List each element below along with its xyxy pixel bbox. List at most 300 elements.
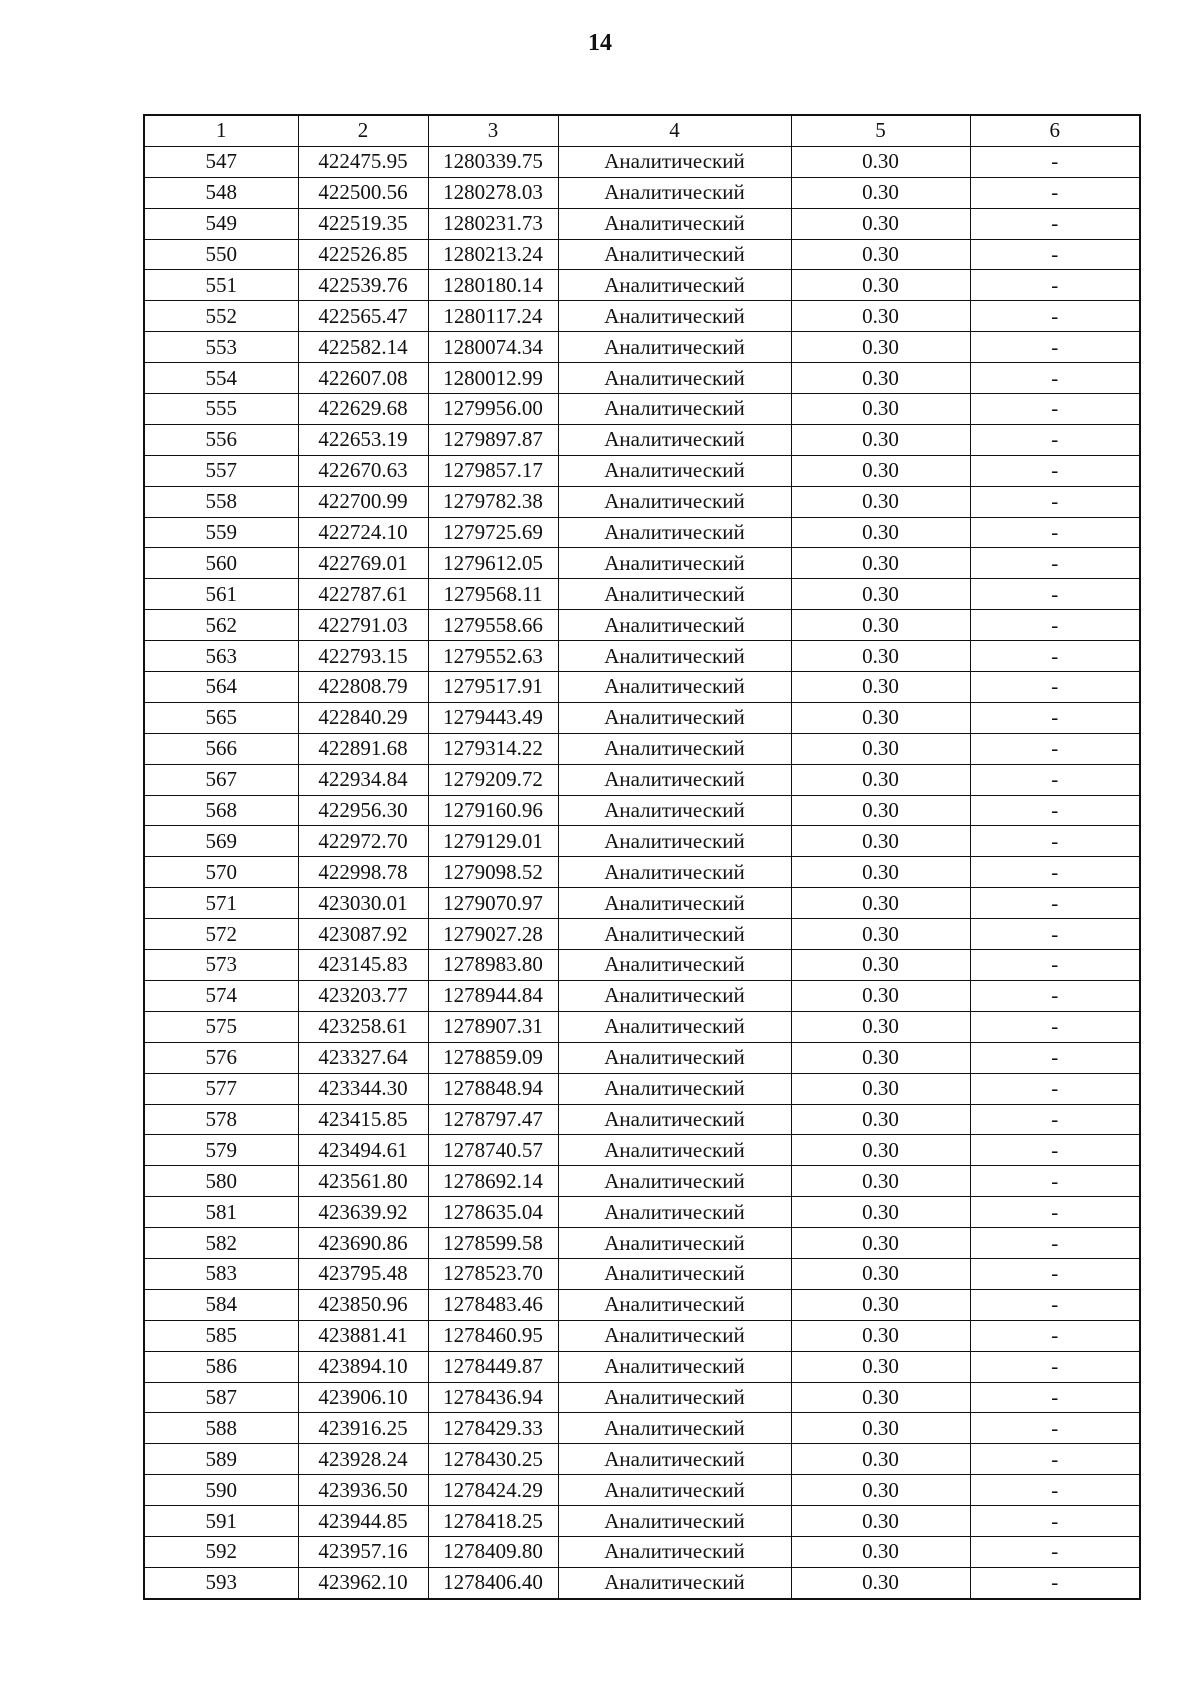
accuracy-cell: 0.30 <box>791 1258 970 1289</box>
table-row <box>144 1135 1140 1166</box>
x-coordinate-cell: 423145.83 <box>298 950 428 981</box>
accuracy-cell: 0.30 <box>791 857 970 888</box>
method-cell: Аналитический <box>558 795 791 826</box>
accuracy-cell: 0.30 <box>791 1536 970 1567</box>
y-coordinate-cell: 1279443.49 <box>428 702 558 733</box>
method-cell: Аналитический <box>558 548 791 579</box>
note-cell: - <box>970 548 1140 579</box>
note-cell: - <box>970 950 1140 981</box>
x-coordinate-cell: 422565.47 <box>298 301 428 332</box>
method-cell: Аналитический <box>558 1228 791 1259</box>
y-coordinate-cell: 1278409.80 <box>428 1536 558 1567</box>
method-cell: Аналитический <box>558 1011 791 1042</box>
y-coordinate-cell: 1279314.22 <box>428 733 558 764</box>
method-cell: Аналитический <box>558 1166 791 1197</box>
point-number-cell: 556 <box>144 424 298 455</box>
point-number-cell: 547 <box>144 146 298 177</box>
table-row <box>144 919 1140 950</box>
method-cell: Аналитический <box>558 208 791 239</box>
method-cell: Аналитический <box>558 486 791 517</box>
accuracy-cell: 0.30 <box>791 1104 970 1135</box>
point-number-cell: 562 <box>144 610 298 641</box>
accuracy-cell: 0.30 <box>791 980 970 1011</box>
note-cell: - <box>970 270 1140 301</box>
method-cell: Аналитический <box>558 177 791 208</box>
y-coordinate-cell: 1279956.00 <box>428 394 558 425</box>
method-cell: Аналитический <box>558 1042 791 1073</box>
note-cell: - <box>970 1567 1140 1598</box>
y-coordinate-cell: 1279552.63 <box>428 641 558 672</box>
x-coordinate-cell: 423894.10 <box>298 1351 428 1382</box>
accuracy-cell: 0.30 <box>791 641 970 672</box>
method-cell: Аналитический <box>558 1536 791 1567</box>
note-cell: - <box>970 1104 1140 1135</box>
accuracy-cell: 0.30 <box>791 239 970 270</box>
table-row <box>144 1351 1140 1382</box>
table-row <box>144 1104 1140 1135</box>
x-coordinate-cell: 423030.01 <box>298 888 428 919</box>
point-number-cell: 548 <box>144 177 298 208</box>
method-cell: Аналитический <box>558 270 791 301</box>
y-coordinate-cell: 1280339.75 <box>428 146 558 177</box>
accuracy-cell: 0.30 <box>791 579 970 610</box>
note-cell: - <box>970 517 1140 548</box>
point-number-cell: 555 <box>144 394 298 425</box>
method-cell: Аналитический <box>558 394 791 425</box>
column-header-2: 2 <box>298 115 428 146</box>
point-number-cell: 554 <box>144 363 298 394</box>
table-row <box>144 579 1140 610</box>
accuracy-cell: 0.30 <box>791 1382 970 1413</box>
note-cell: - <box>970 641 1140 672</box>
note-cell: - <box>970 857 1140 888</box>
x-coordinate-cell: 422769.01 <box>298 548 428 579</box>
y-coordinate-cell: 1278418.25 <box>428 1506 558 1537</box>
table-row <box>144 702 1140 733</box>
point-number-cell: 574 <box>144 980 298 1011</box>
x-coordinate-cell: 422808.79 <box>298 672 428 703</box>
x-coordinate-cell: 423494.61 <box>298 1135 428 1166</box>
note-cell: - <box>970 672 1140 703</box>
method-cell: Аналитический <box>558 764 791 795</box>
note-cell: - <box>970 208 1140 239</box>
x-coordinate-cell: 422791.03 <box>298 610 428 641</box>
accuracy-cell: 0.30 <box>791 332 970 363</box>
method-cell: Аналитический <box>558 1197 791 1228</box>
note-cell: - <box>970 919 1140 950</box>
x-coordinate-cell: 423944.85 <box>298 1506 428 1537</box>
x-coordinate-cell: 423415.85 <box>298 1104 428 1135</box>
method-cell: Аналитический <box>558 1444 791 1475</box>
x-coordinate-cell: 422607.08 <box>298 363 428 394</box>
note-cell: - <box>970 1351 1140 1382</box>
y-coordinate-cell: 1280117.24 <box>428 301 558 332</box>
method-cell: Аналитический <box>558 579 791 610</box>
table-row <box>144 826 1140 857</box>
point-number-cell: 551 <box>144 270 298 301</box>
table-row <box>144 1413 1140 1444</box>
y-coordinate-cell: 1278859.09 <box>428 1042 558 1073</box>
x-coordinate-cell: 423327.64 <box>298 1042 428 1073</box>
point-number-cell: 577 <box>144 1073 298 1104</box>
note-cell: - <box>970 363 1140 394</box>
x-coordinate-cell: 422653.19 <box>298 424 428 455</box>
accuracy-cell: 0.30 <box>791 270 970 301</box>
method-cell: Аналитический <box>558 919 791 950</box>
note-cell: - <box>970 1197 1140 1228</box>
point-number-cell: 580 <box>144 1166 298 1197</box>
x-coordinate-cell: 422539.76 <box>298 270 428 301</box>
point-number-cell: 568 <box>144 795 298 826</box>
table-row <box>144 950 1140 981</box>
point-number-cell: 592 <box>144 1536 298 1567</box>
note-cell: - <box>970 1258 1140 1289</box>
method-cell: Аналитический <box>558 733 791 764</box>
y-coordinate-cell: 1280074.34 <box>428 332 558 363</box>
point-number-cell: 571 <box>144 888 298 919</box>
method-cell: Аналитический <box>558 888 791 919</box>
accuracy-cell: 0.30 <box>791 950 970 981</box>
accuracy-cell: 0.30 <box>791 764 970 795</box>
x-coordinate-cell: 423087.92 <box>298 919 428 950</box>
point-number-cell: 549 <box>144 208 298 239</box>
table-row <box>144 424 1140 455</box>
accuracy-cell: 0.30 <box>791 486 970 517</box>
point-number-cell: 567 <box>144 764 298 795</box>
y-coordinate-cell: 1278599.58 <box>428 1228 558 1259</box>
x-coordinate-cell: 423936.50 <box>298 1475 428 1506</box>
note-cell: - <box>970 486 1140 517</box>
accuracy-cell: 0.30 <box>791 1073 970 1104</box>
table-row <box>144 1042 1140 1073</box>
table-row <box>144 1536 1140 1567</box>
table-row <box>144 857 1140 888</box>
accuracy-cell: 0.30 <box>791 795 970 826</box>
accuracy-cell: 0.30 <box>791 1135 970 1166</box>
y-coordinate-cell: 1280278.03 <box>428 177 558 208</box>
y-coordinate-cell: 1278740.57 <box>428 1135 558 1166</box>
table-row <box>144 1475 1140 1506</box>
y-coordinate-cell: 1280213.24 <box>428 239 558 270</box>
method-cell: Аналитический <box>558 332 791 363</box>
table-row <box>144 363 1140 394</box>
x-coordinate-cell: 423906.10 <box>298 1382 428 1413</box>
y-coordinate-cell: 1279897.87 <box>428 424 558 455</box>
x-coordinate-cell: 422500.56 <box>298 177 428 208</box>
point-number-cell: 570 <box>144 857 298 888</box>
method-cell: Аналитический <box>558 950 791 981</box>
table-row <box>144 548 1140 579</box>
table-row <box>144 177 1140 208</box>
point-number-cell: 584 <box>144 1289 298 1320</box>
y-coordinate-cell: 1278635.04 <box>428 1197 558 1228</box>
x-coordinate-cell: 423916.25 <box>298 1413 428 1444</box>
y-coordinate-cell: 1279782.38 <box>428 486 558 517</box>
x-coordinate-cell: 422629.68 <box>298 394 428 425</box>
x-coordinate-cell: 422972.70 <box>298 826 428 857</box>
method-cell: Аналитический <box>558 1475 791 1506</box>
y-coordinate-cell: 1278406.40 <box>428 1567 558 1598</box>
note-cell: - <box>970 332 1140 363</box>
x-coordinate-cell: 422891.68 <box>298 733 428 764</box>
y-coordinate-cell: 1279098.52 <box>428 857 558 888</box>
table-row <box>144 1197 1140 1228</box>
x-coordinate-cell: 422956.30 <box>298 795 428 826</box>
y-coordinate-cell: 1279209.72 <box>428 764 558 795</box>
method-cell: Аналитический <box>558 239 791 270</box>
method-cell: Аналитический <box>558 980 791 1011</box>
y-coordinate-cell: 1279160.96 <box>428 795 558 826</box>
note-cell: - <box>970 1506 1140 1537</box>
y-coordinate-cell: 1278692.14 <box>428 1166 558 1197</box>
table-row <box>144 301 1140 332</box>
point-number-cell: 583 <box>144 1258 298 1289</box>
point-number-cell: 593 <box>144 1567 298 1598</box>
point-number-cell: 588 <box>144 1413 298 1444</box>
y-coordinate-cell: 1279070.97 <box>428 888 558 919</box>
table-row <box>144 1382 1140 1413</box>
method-cell: Аналитический <box>558 702 791 733</box>
x-coordinate-cell: 422840.29 <box>298 702 428 733</box>
accuracy-cell: 0.30 <box>791 424 970 455</box>
table-row <box>144 888 1140 919</box>
note-cell: - <box>970 1320 1140 1351</box>
y-coordinate-cell: 1279857.17 <box>428 455 558 486</box>
table-row <box>144 1258 1140 1289</box>
point-number-cell: 563 <box>144 641 298 672</box>
accuracy-cell: 0.30 <box>791 455 970 486</box>
method-cell: Аналитический <box>558 1567 791 1598</box>
table-row <box>144 208 1140 239</box>
accuracy-cell: 0.30 <box>791 208 970 239</box>
method-cell: Аналитический <box>558 517 791 548</box>
method-cell: Аналитический <box>558 1073 791 1104</box>
column-header-1: 1 <box>144 115 298 146</box>
point-number-cell: 576 <box>144 1042 298 1073</box>
method-cell: Аналитический <box>558 455 791 486</box>
column-header-4: 4 <box>558 115 791 146</box>
point-number-cell: 587 <box>144 1382 298 1413</box>
accuracy-cell: 0.30 <box>791 1320 970 1351</box>
accuracy-cell: 0.30 <box>791 888 970 919</box>
point-number-cell: 560 <box>144 548 298 579</box>
point-number-cell: 553 <box>144 332 298 363</box>
point-number-cell: 586 <box>144 1351 298 1382</box>
note-cell: - <box>970 610 1140 641</box>
method-cell: Аналитический <box>558 424 791 455</box>
y-coordinate-cell: 1279612.05 <box>428 548 558 579</box>
note-cell: - <box>970 239 1140 270</box>
point-number-cell: 569 <box>144 826 298 857</box>
note-cell: - <box>970 733 1140 764</box>
table-row <box>144 146 1140 177</box>
table-row <box>144 1166 1140 1197</box>
point-number-cell: 581 <box>144 1197 298 1228</box>
table-row <box>144 1011 1140 1042</box>
accuracy-cell: 0.30 <box>791 1413 970 1444</box>
note-cell: - <box>970 888 1140 919</box>
note-cell: - <box>970 702 1140 733</box>
note-cell: - <box>970 764 1140 795</box>
note-cell: - <box>970 1073 1140 1104</box>
point-number-cell: 565 <box>144 702 298 733</box>
x-coordinate-cell: 423690.86 <box>298 1228 428 1259</box>
accuracy-cell: 0.30 <box>791 301 970 332</box>
point-number-cell: 559 <box>144 517 298 548</box>
accuracy-cell: 0.30 <box>791 1228 970 1259</box>
point-number-cell: 589 <box>144 1444 298 1475</box>
x-coordinate-cell: 423344.30 <box>298 1073 428 1104</box>
coordinates-table <box>143 114 1141 1600</box>
note-cell: - <box>970 301 1140 332</box>
x-coordinate-cell: 423881.41 <box>298 1320 428 1351</box>
method-cell: Аналитический <box>558 146 791 177</box>
note-cell: - <box>970 1011 1140 1042</box>
x-coordinate-cell: 422934.84 <box>298 764 428 795</box>
x-coordinate-cell: 423203.77 <box>298 980 428 1011</box>
accuracy-cell: 0.30 <box>791 733 970 764</box>
method-cell: Аналитический <box>558 363 791 394</box>
y-coordinate-cell: 1278430.25 <box>428 1444 558 1475</box>
y-coordinate-cell: 1278907.31 <box>428 1011 558 1042</box>
y-coordinate-cell: 1280180.14 <box>428 270 558 301</box>
y-coordinate-cell: 1278523.70 <box>428 1258 558 1289</box>
table-row <box>144 1567 1140 1598</box>
method-cell: Аналитический <box>558 1351 791 1382</box>
y-coordinate-cell: 1278944.84 <box>428 980 558 1011</box>
y-coordinate-cell: 1279129.01 <box>428 826 558 857</box>
note-cell: - <box>970 1289 1140 1320</box>
accuracy-cell: 0.30 <box>791 363 970 394</box>
y-coordinate-cell: 1279027.28 <box>428 919 558 950</box>
table-row <box>144 1506 1140 1537</box>
point-number-cell: 572 <box>144 919 298 950</box>
x-coordinate-cell: 423957.16 <box>298 1536 428 1567</box>
note-cell: - <box>970 579 1140 610</box>
y-coordinate-cell: 1278449.87 <box>428 1351 558 1382</box>
x-coordinate-cell: 423928.24 <box>298 1444 428 1475</box>
point-number-cell: 582 <box>144 1228 298 1259</box>
x-coordinate-cell: 423561.80 <box>298 1166 428 1197</box>
table-row <box>144 270 1140 301</box>
method-cell: Аналитический <box>558 857 791 888</box>
method-cell: Аналитический <box>558 826 791 857</box>
method-cell: Аналитический <box>558 1104 791 1135</box>
point-number-cell: 561 <box>144 579 298 610</box>
y-coordinate-cell: 1280231.73 <box>428 208 558 239</box>
accuracy-cell: 0.30 <box>791 702 970 733</box>
accuracy-cell: 0.30 <box>791 1166 970 1197</box>
accuracy-cell: 0.30 <box>791 1351 970 1382</box>
x-coordinate-cell: 422582.14 <box>298 332 428 363</box>
y-coordinate-cell: 1279725.69 <box>428 517 558 548</box>
x-coordinate-cell: 422700.99 <box>298 486 428 517</box>
note-cell: - <box>970 1166 1140 1197</box>
point-number-cell: 585 <box>144 1320 298 1351</box>
column-header-3: 3 <box>428 115 558 146</box>
note-cell: - <box>970 1444 1140 1475</box>
page-number: 14 <box>588 30 612 56</box>
table-row <box>144 980 1140 1011</box>
table-row <box>144 795 1140 826</box>
y-coordinate-cell: 1280012.99 <box>428 363 558 394</box>
y-coordinate-cell: 1278429.33 <box>428 1413 558 1444</box>
note-cell: - <box>970 455 1140 486</box>
table-row <box>144 1073 1140 1104</box>
y-coordinate-cell: 1278983.80 <box>428 950 558 981</box>
x-coordinate-cell: 423962.10 <box>298 1567 428 1598</box>
y-coordinate-cell: 1279558.66 <box>428 610 558 641</box>
table-row <box>144 1444 1140 1475</box>
accuracy-cell: 0.30 <box>791 146 970 177</box>
note-cell: - <box>970 394 1140 425</box>
method-cell: Аналитический <box>558 672 791 703</box>
note-cell: - <box>970 1413 1140 1444</box>
point-number-cell: 575 <box>144 1011 298 1042</box>
y-coordinate-cell: 1278424.29 <box>428 1475 558 1506</box>
y-coordinate-cell: 1279568.11 <box>428 579 558 610</box>
accuracy-cell: 0.30 <box>791 394 970 425</box>
y-coordinate-cell: 1278797.47 <box>428 1104 558 1135</box>
point-number-cell: 552 <box>144 301 298 332</box>
note-cell: - <box>970 1228 1140 1259</box>
method-cell: Аналитический <box>558 301 791 332</box>
x-coordinate-cell: 423795.48 <box>298 1258 428 1289</box>
accuracy-cell: 0.30 <box>791 517 970 548</box>
table-row <box>144 332 1140 363</box>
table-row <box>144 394 1140 425</box>
accuracy-cell: 0.30 <box>791 672 970 703</box>
method-cell: Аналитический <box>558 1289 791 1320</box>
table-row <box>144 455 1140 486</box>
x-coordinate-cell: 422787.61 <box>298 579 428 610</box>
note-cell: - <box>970 826 1140 857</box>
method-cell: Аналитический <box>558 1506 791 1537</box>
method-cell: Аналитический <box>558 1258 791 1289</box>
x-coordinate-cell: 423258.61 <box>298 1011 428 1042</box>
method-cell: Аналитический <box>558 1382 791 1413</box>
accuracy-cell: 0.30 <box>791 548 970 579</box>
table-header <box>144 115 1140 146</box>
note-cell: - <box>970 1382 1140 1413</box>
accuracy-cell: 0.30 <box>791 1475 970 1506</box>
point-number-cell: 557 <box>144 455 298 486</box>
table-body <box>144 146 1140 1598</box>
point-number-cell: 590 <box>144 1475 298 1506</box>
y-coordinate-cell: 1278483.46 <box>428 1289 558 1320</box>
accuracy-cell: 0.30 <box>791 1011 970 1042</box>
point-number-cell: 550 <box>144 239 298 270</box>
point-number-cell: 564 <box>144 672 298 703</box>
column-header-5: 5 <box>791 115 970 146</box>
x-coordinate-cell: 422998.78 <box>298 857 428 888</box>
accuracy-cell: 0.30 <box>791 1567 970 1598</box>
x-coordinate-cell: 423639.92 <box>298 1197 428 1228</box>
method-cell: Аналитический <box>558 610 791 641</box>
accuracy-cell: 0.30 <box>791 826 970 857</box>
x-coordinate-cell: 422670.63 <box>298 455 428 486</box>
point-number-cell: 566 <box>144 733 298 764</box>
table-row <box>144 1228 1140 1259</box>
x-coordinate-cell: 422519.35 <box>298 208 428 239</box>
x-coordinate-cell: 422793.15 <box>298 641 428 672</box>
accuracy-cell: 0.30 <box>791 1042 970 1073</box>
point-number-cell: 573 <box>144 950 298 981</box>
y-coordinate-cell: 1278460.95 <box>428 1320 558 1351</box>
accuracy-cell: 0.30 <box>791 1444 970 1475</box>
note-cell: - <box>970 980 1140 1011</box>
x-coordinate-cell: 423850.96 <box>298 1289 428 1320</box>
